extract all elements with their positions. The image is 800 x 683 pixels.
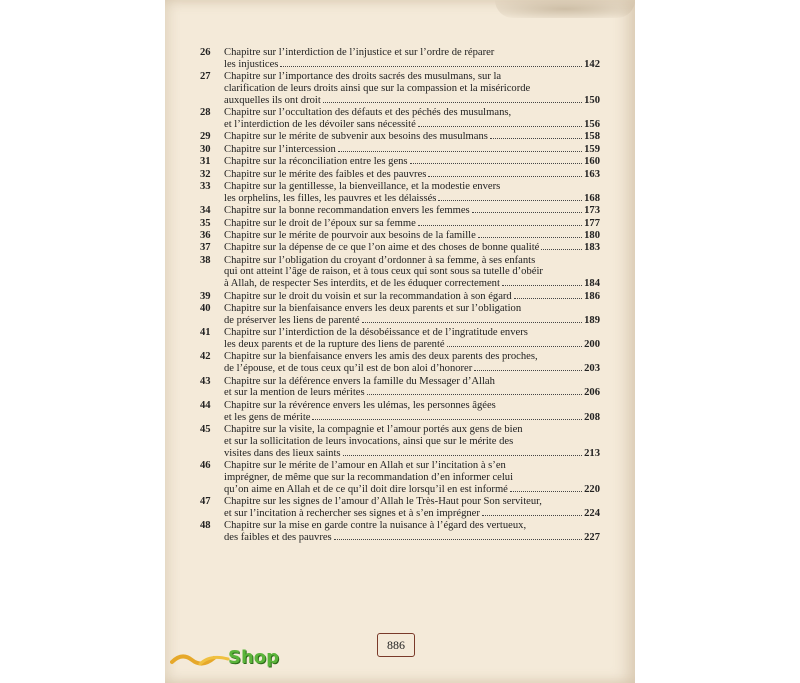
chapter-title-line: Chapitre sur le mérite de l’amour en Allah et sur l’incitation à s’en [224, 459, 506, 471]
dot-leader [323, 102, 582, 103]
chapter-title-line: Chapitre sur la bienfaisance envers les amis des deux parents des proches, [224, 351, 538, 363]
swoosh-icon [170, 650, 232, 668]
dot-leader [472, 212, 582, 213]
chapter-title-line: Chapitre sur l’importance des droits sacrés des musulmans, sur la [224, 71, 502, 83]
chapter-title-line: Chapitre sur la réconciliation entre les gens [224, 156, 408, 168]
page-reference: 142 [584, 58, 600, 70]
toc-entry [200, 400, 600, 424]
chapter-title-line: les orphelins, les filles, les pauvres et les délaissés [224, 192, 437, 204]
page-reference: 206 [584, 387, 600, 399]
dot-leader [438, 200, 582, 201]
chapter-number: 40 [200, 303, 211, 315]
dot-leader [541, 249, 582, 250]
dot-leader [474, 370, 582, 371]
chapter-title-line: Chapitre sur le droit de l’époux sur sa femme [224, 217, 416, 229]
dot-leader [343, 455, 583, 456]
chapter-number: 41 [200, 327, 211, 339]
page-reference: 177 [584, 217, 600, 229]
page-reference: 168 [584, 192, 600, 204]
toc-entry [200, 169, 600, 181]
toc-entry [200, 424, 600, 459]
page-reference: 200 [584, 339, 600, 351]
chapter-title-line: qui ont atteint l’âge de raison, et à tous ceux qui sont sous sa tutelle d’obéir [224, 266, 543, 278]
page-reference: 163 [584, 168, 600, 180]
dot-leader [362, 322, 583, 323]
chapter-number: 33 [200, 180, 211, 192]
dot-leader [312, 419, 582, 420]
chapter-title-line: clarification de leurs droits ainsi que sur la compassion et la miséricorde [224, 82, 531, 94]
page-reference: 159 [584, 143, 600, 155]
dot-leader [490, 138, 582, 139]
chapter-number: 32 [200, 168, 211, 180]
toc-entry [200, 144, 600, 156]
chapter-number: 43 [200, 375, 211, 387]
page-reference: 180 [584, 229, 600, 241]
chapter-title-line: les deux parents et de la rupture des liens de parenté [224, 339, 445, 351]
page-reference: 183 [584, 242, 600, 254]
toc-entry [200, 131, 600, 143]
chapter-number: 29 [200, 131, 211, 143]
chapter-title-line: imprégner, de même que sur la recommandation d’en informer celui [224, 471, 514, 483]
chapter-title-line: et les gens de mérite [224, 411, 311, 423]
chapter-title-line: les injustices [224, 58, 279, 70]
chapter-title-line: Chapitre sur le mérite de subvenir aux besoins des musulmans [224, 131, 488, 143]
dot-leader [502, 285, 582, 286]
chapter-title-line: de préserver les liens de parenté [224, 314, 360, 326]
page-reference: 227 [584, 531, 600, 543]
chapter-title-line: Chapitre sur la mise en garde contre la nuisance à l’égard des vertueux, [224, 520, 527, 532]
page-reference: 213 [584, 447, 600, 459]
chapter-number: 48 [200, 520, 211, 532]
chapter-number: 38 [200, 254, 211, 266]
toc-entry [200, 181, 600, 205]
toc-entry [200, 47, 600, 71]
dot-leader [447, 346, 582, 347]
dot-leader [280, 66, 582, 67]
toc-entry [200, 327, 600, 351]
chapter-title-line: Chapitre sur les signes de l’amour d’Allah le Très-Haut pour Son serviteur, [224, 495, 542, 507]
page-reference: 203 [584, 363, 600, 375]
dot-leader [478, 237, 582, 238]
chapter-number: 35 [200, 217, 211, 229]
chapter-title-line: Chapitre sur la déférence envers la famille du Messager d’Allah [224, 375, 495, 387]
chapter-title-line: qu’on aime en Allah et de ce qu’il doit dire lorsqu’il en est informé [224, 483, 508, 495]
chapter-title-line: Chapitre sur la bienfaisance envers les deux parents et sur l’obligation [224, 303, 522, 315]
chapter-title-line: Chapitre sur l’occultation des défauts et des péchés des musulmans, [224, 107, 512, 119]
dot-leader [338, 151, 582, 152]
chapter-title-line: et sur l’incitation à rechercher ses signes et à s’en imprégner [224, 507, 480, 519]
chapter-title-line: des faibles et des pauvres [224, 531, 332, 543]
chapter-number: 42 [200, 351, 211, 363]
toc-entry [200, 351, 600, 375]
chapter-title-line: et sur la sollicitation de leurs invocations, ainsi que sur le mérite des [224, 435, 514, 447]
dot-leader [482, 515, 582, 516]
page-reference: 208 [584, 411, 600, 423]
chapter-title-line: Chapitre sur le mérite des faibles et des pauvres [224, 168, 427, 180]
dot-leader [418, 126, 582, 127]
page-reference: 224 [584, 507, 600, 519]
chapter-title-line: à Allah, de respecter Ses interdits, et de les éduquer correctement [224, 278, 500, 290]
chapter-number: 39 [200, 290, 211, 302]
chapter-title-line: Chapitre sur la visite, la compagnie et l’amour portés aux gens de bien [224, 423, 523, 435]
chapter-title-line: et sur la mention de leurs mérites [224, 387, 365, 399]
page-reference: 189 [584, 314, 600, 326]
toc-entry [200, 303, 600, 327]
page-reference: 150 [584, 94, 600, 106]
page-shadow [495, 0, 635, 18]
chapter-title-line: auxquelles ils ont droit [224, 94, 321, 106]
chapter-title-line: Chapitre sur le mérite de pourvoir aux besoins de la famille [224, 229, 476, 241]
toc-entry [200, 242, 600, 254]
dot-leader [510, 491, 582, 492]
page-reference: 156 [584, 118, 600, 130]
toc-entry [200, 107, 600, 131]
toc-entry [200, 291, 600, 303]
chapter-number: 45 [200, 423, 211, 435]
page-reference: 158 [584, 131, 600, 143]
dot-leader [418, 225, 582, 226]
chapter-number: 27 [200, 71, 211, 83]
toc-entry [200, 255, 600, 290]
dot-leader [428, 176, 582, 177]
page-reference: 160 [584, 156, 600, 168]
chapter-title-line: Chapitre sur l’interdiction de la désobéissance et de l’ingratitude envers [224, 327, 528, 339]
chapter-title-line: Chapitre sur l’intercession [224, 143, 336, 155]
chapter-title-line: Chapitre sur la révérence envers les ulémas, les personnes âgées [224, 399, 496, 411]
chapter-title-line: Chapitre sur l’interdiction de l’injustice et sur l’ordre de réparer [224, 47, 495, 58]
chapter-number: 46 [200, 459, 211, 471]
chapter-number: 34 [200, 205, 211, 217]
logo-text: Shop [228, 647, 280, 668]
chapter-number: 36 [200, 229, 211, 241]
chapter-number: 44 [200, 399, 211, 411]
chapter-number: 37 [200, 242, 211, 254]
chapter-number: 28 [200, 107, 211, 119]
page-reference: 184 [584, 278, 600, 290]
dot-leader [334, 539, 582, 540]
table-of-contents [200, 47, 600, 544]
chapter-title-line: Chapitre sur la bonne recommandation envers les femmes [224, 205, 470, 217]
chapter-title-line: de l’épouse, et de tous ceux qu’il est de bon aloi d’honorer [224, 363, 473, 375]
toc-entry [200, 71, 600, 106]
chapter-number: 31 [200, 156, 211, 168]
page-number: 886 [377, 633, 415, 657]
toc-entry [200, 156, 600, 168]
page-reference: 186 [584, 290, 600, 302]
chapter-number: 30 [200, 143, 211, 155]
dot-leader [367, 394, 582, 395]
page-reference: 220 [584, 483, 600, 495]
chapter-number: 26 [200, 47, 211, 58]
toc-entry [200, 218, 600, 230]
chapter-title-line: Chapitre sur l’obligation du croyant d’ordonner à sa femme, à ses enfants [224, 254, 536, 266]
chapter-title-line: Chapitre sur la gentillesse, la bienveillance, et la modestie envers [224, 180, 501, 192]
toc-entry [200, 496, 600, 520]
dot-leader [410, 163, 583, 164]
chapter-title-line: visites dans des lieux saints [224, 447, 341, 459]
toc-entry [200, 520, 600, 544]
page-reference: 173 [584, 205, 600, 217]
chapter-title-line: Chapitre sur la dépense de ce que l’on aime et des choses de bonne qualité [224, 242, 540, 254]
toc-entry [200, 230, 600, 242]
toc-entry [200, 205, 600, 217]
chapter-title-line: et l’interdiction de les dévoiler sans nécessité [224, 118, 416, 130]
chapter-number: 47 [200, 495, 211, 507]
chapter-title-line: Chapitre sur le droit du voisin et sur la recommandation à son égard [224, 290, 512, 302]
toc-entry [200, 376, 600, 400]
toc-entry [200, 460, 600, 495]
dot-leader [514, 298, 582, 299]
